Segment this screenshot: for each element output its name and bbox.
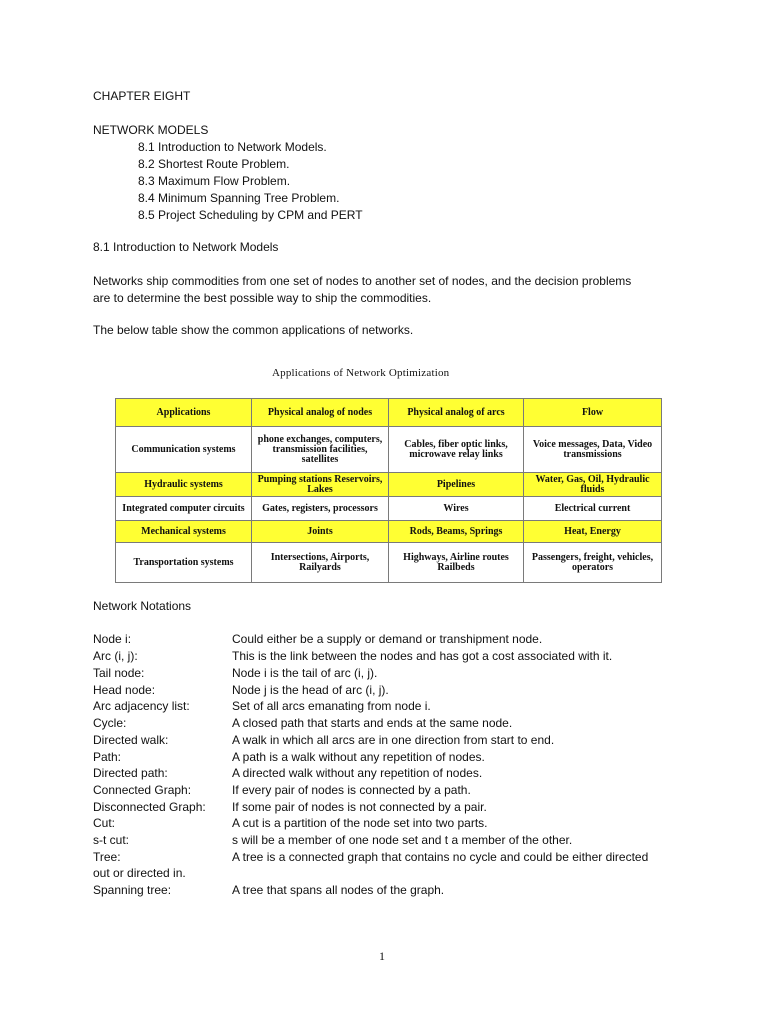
notation-term: Tree: — [93, 850, 121, 864]
subheading: 8.1 Introduction to Network Models — [93, 240, 279, 254]
notation-term: Directed walk: — [93, 733, 169, 747]
notation-definition: A closed path that starts and ends at the same node. — [232, 716, 513, 730]
table-row — [116, 543, 662, 583]
header-cell: Physical analog of nodes — [252, 399, 389, 427]
notation-term: Tail node: — [93, 666, 145, 680]
toc-item: 8.4 Minimum Spanning Tree Problem. — [138, 191, 340, 205]
notation-definition: A tree that spans all nodes of the graph. — [232, 883, 445, 897]
notation-definition: s will be a member of one node set and t a member of the other. — [232, 833, 573, 847]
table-row — [116, 427, 662, 473]
table-row — [116, 473, 662, 497]
notation-definition: A path is a walk without any repetition of nodes. — [232, 750, 485, 764]
notation-term: Disconnected Graph: — [93, 800, 206, 814]
notation-definition: Node j is the head of arc (i, j). — [232, 683, 389, 697]
chapter-title: CHAPTER EIGHT — [93, 89, 191, 103]
table-cell: Cables, fiber optic links, microwave relay links — [389, 427, 524, 473]
table-cell: Heat, Energy — [524, 521, 662, 543]
toc-item: 8.2 Shortest Route Problem. — [138, 157, 290, 171]
notation-term: Head node: — [93, 683, 156, 697]
table-title: Applications of Network Optimization — [272, 367, 450, 379]
applications-table — [115, 398, 662, 583]
notation-definition: If every pair of nodes is connected by a path. — [232, 783, 471, 797]
table-cell: Highways, Airline routes Railbeds — [389, 543, 524, 583]
table-cell: Joints — [252, 521, 389, 543]
notation-definition: Could either be a supply or demand or transhipment node. — [232, 632, 543, 646]
notation-term: Cycle: — [93, 716, 127, 730]
notation-definition: Set of all arcs emanating from node i. — [232, 699, 431, 713]
notation-term: Connected Graph: — [93, 783, 192, 797]
table-row — [116, 521, 662, 543]
notation-definition: A directed walk without any repetition of nodes. — [232, 766, 483, 780]
table-row — [116, 497, 662, 521]
table-cell: Transportation systems — [116, 543, 252, 583]
table-cell: Pumping stations Reservoirs, Lakes — [252, 473, 389, 497]
paragraph: The below table show the common applications of networks. — [93, 323, 414, 337]
notation-definition: A walk in which all arcs are in one direction from start to end. — [232, 733, 555, 747]
table-cell: Communication systems — [116, 427, 252, 473]
table-cell: Hydraulic systems — [116, 473, 252, 497]
table-cell: Water, Gas, Oil, Hydraulic fluids — [524, 473, 662, 497]
table-cell: Wires — [389, 497, 524, 521]
table-cell: Passengers, freight, vehicles, operators — [524, 543, 662, 583]
table-cell: Pipelines — [389, 473, 524, 497]
notation-term: Path: — [93, 750, 122, 764]
table-cell: Voice messages, Data, Video transmissions — [524, 427, 662, 473]
notation-term: Cut: — [93, 816, 116, 830]
notation-term: Directed path: — [93, 766, 168, 780]
table-cell: Electrical current — [524, 497, 662, 521]
notation-definition: If some pair of nodes is not connected by a pair. — [232, 800, 487, 814]
page-number: 1 — [379, 949, 385, 963]
notation-term: Spanning tree: — [93, 883, 172, 897]
paragraph-line: are to determine the best possible way to ship the commodities. — [93, 291, 432, 305]
notation-definition: A tree is a connected graph that contains no cycle and could be either directed — [232, 850, 649, 864]
table-cell: Intersections, Airports, Railyards — [252, 543, 389, 583]
section-heading: NETWORK MODELS — [93, 123, 209, 137]
toc-item: 8.5 Project Scheduling by CPM and PERT — [138, 208, 363, 222]
notations-heading: Network Notations — [93, 599, 192, 613]
notation-continuation: out or directed in. — [93, 866, 186, 880]
header-cell: Flow — [524, 399, 662, 427]
paragraph-line: Networks ship commodities from one set of nodes to another set of nodes, and the decision problems — [93, 274, 632, 288]
header-cell: Applications — [116, 399, 252, 427]
table-cell: phone exchanges, computers, transmission facilities, satellites — [252, 427, 389, 473]
table-cell: Gates, registers, processors — [252, 497, 389, 521]
notation-term: s-t cut: — [93, 833, 130, 847]
table-cell: Integrated computer circuits — [116, 497, 252, 521]
table-cell: Rods, Beams, Springs — [389, 521, 524, 543]
notation-definition: A cut is a partition of the node set into two parts. — [232, 816, 488, 830]
notation-definition: Node i is the tail of arc (i, j). — [232, 666, 378, 680]
toc-item: 8.3 Maximum Flow Problem. — [138, 174, 291, 188]
header-cell: Physical analog of arcs — [389, 399, 524, 427]
notation-term: Node i: — [93, 632, 132, 646]
table-cell: Mechanical systems — [116, 521, 252, 543]
toc-item: 8.1 Introduction to Network Models. — [138, 140, 327, 154]
notation-term: Arc (i, j): — [93, 649, 138, 663]
notation-definition: This is the link between the nodes and has got a cost associated with it. — [232, 649, 613, 663]
table-header-row — [116, 399, 662, 427]
notation-term: Arc adjacency list: — [93, 699, 190, 713]
